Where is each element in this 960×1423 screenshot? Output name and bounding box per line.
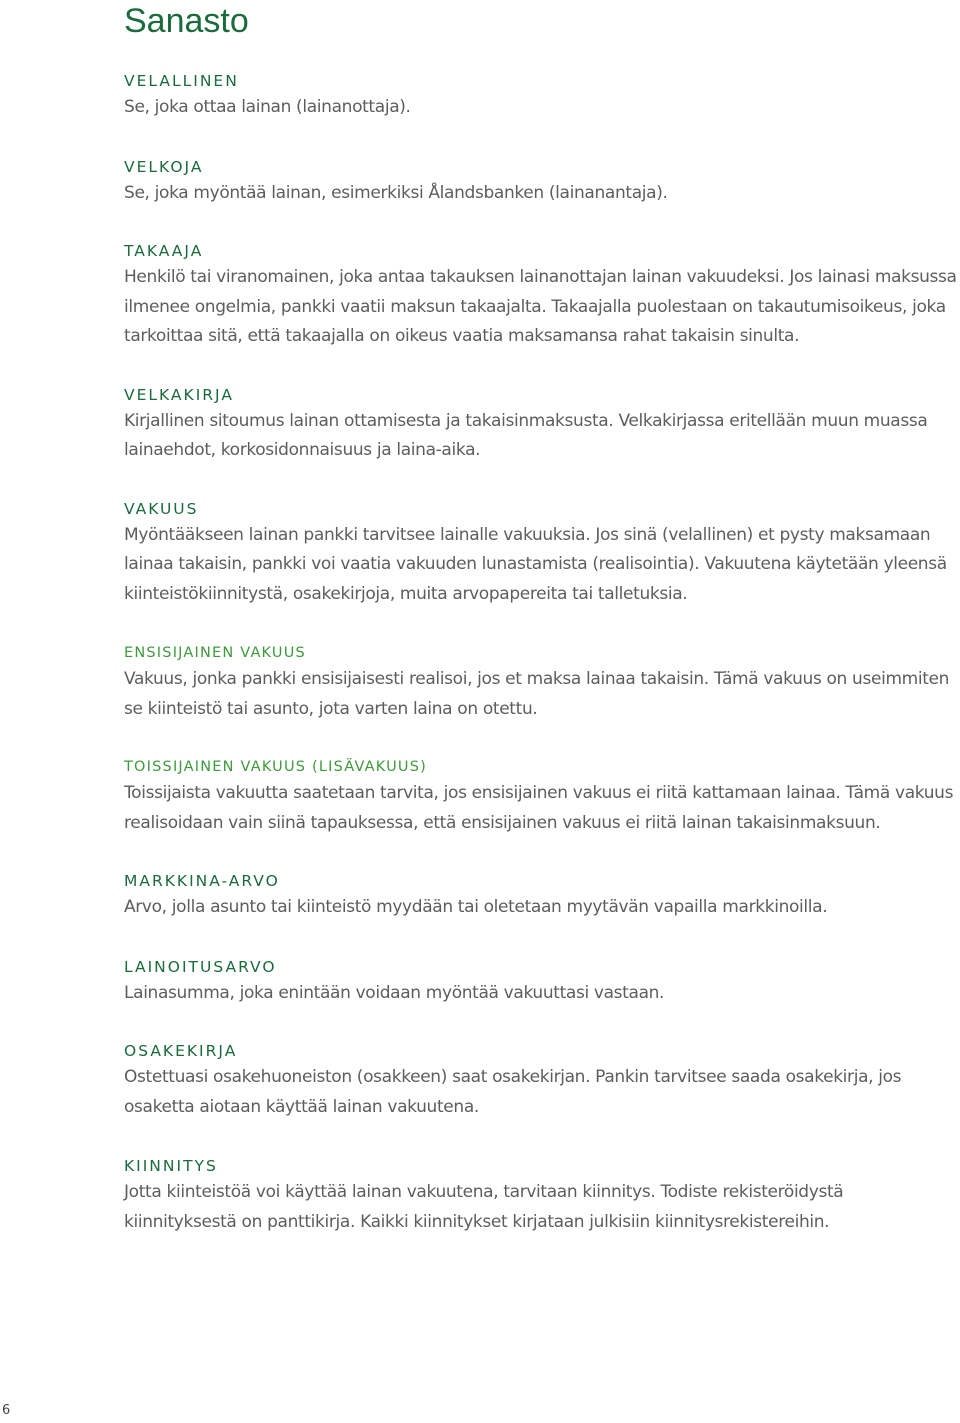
page-title: Sanasto <box>124 2 249 40</box>
glossary-entry-velkoja <box>124 155 960 209</box>
glossary-entry-osakekirja <box>124 1039 960 1122</box>
term-definition: Lainasumma, joka enintään voidaan myöntää vakuuttasi vastaan. <box>124 982 665 1003</box>
term-heading: LAINOITUSARVO <box>124 957 277 976</box>
term-heading: KIINNITYS <box>124 1157 218 1175</box>
page-number: 6 <box>2 1403 11 1418</box>
term-definition: Se, joka ottaa lainan (lainanottaja). <box>124 97 411 117</box>
term-heading: ENSISIJAINEN VAKUUS <box>124 645 306 661</box>
glossary-entry-velallinen <box>124 69 960 123</box>
term-heading: OSAKEKIRJA <box>124 1042 238 1060</box>
term-definition: Henkilö tai viranomainen, joka antaa takauksen lainanottajan lainan vakuudeksi. Jos lainasi maksussa ilmenee ongelmia, pankki vaatii maksun takaajalta. Takaajalla puolestaan on takautumisoikeus, joka tarkoittaa sitä, että takaajalla on oikeus vaatia maksamansa rahat takaisin sinulta. <box>124 267 957 346</box>
term-definition: Toissijaista vakuutta saatetaan tarvita, jos ensisijainen vakuus ei riitä kattamaan lainaa. Tämä vakuus realisoidaan vain siinä tapauksessa, että ensisijainen vakuus ei riitä lainan takaisinmaksuun. <box>124 783 954 833</box>
glossary-entry-kiinnitys <box>124 1154 960 1237</box>
term-definition: Myöntääkseen lainan pankki tarvitsee lainalle vakuuksia. Jos sinä (velallinen) et pysty maksamaan lainaa takaisin, pankki voi vaatia vakuuden lunastamista (realisointia). Vakuutena käytetään yleensä kiinteistökiinnitystä, osakekirjoja, muita arvopapereita tai talletuksia. <box>124 524 947 604</box>
term-definition: Vakuus, jonka pankki ensisijaisesti realisoi, jos et maksa lainaa takaisin. Tämä vakuus on useimmiten se kiinteistö tai asunto, jota varten laina on otettu. <box>124 669 950 719</box>
term-definition: Ostettuasi osakehuoneiston (osakkeen) saat osakekirjan. Pankin tarvitsee saada osakekirja, jos osaketta aiotaan käyttää lainan vakuutena. <box>124 1067 902 1117</box>
glossary <box>124 69 960 1237</box>
glossary-entry-toissijainen-vakuus <box>124 755 960 838</box>
term-heading: VELALLINEN <box>124 72 239 90</box>
term-definition: Se, joka myöntää lainan, esimerkiksi Ålandsbanken (lainanantaja). <box>124 182 668 203</box>
glossary-entry-lainoitusarvo <box>124 955 960 1009</box>
term-heading: TAKAAJA <box>124 242 204 260</box>
term-heading: VELKOJA <box>124 157 204 176</box>
term-definition: Arvo, jolla asunto tai kiinteistö myydään tai oletetaan myytävän vapailla markkinoilla. <box>124 897 828 917</box>
glossary-entry-markkina-arvo <box>124 869 960 923</box>
term-heading: MARKKINA-ARVO <box>124 872 280 890</box>
term-definition: Jotta kiinteistöä voi käyttää lainan vakuutena, tarvitaan kiinnitys. Todiste rekisteröidystä kiinnityksestä on panttikirja. Kaikki kiinnitykset kirjataan julkisiin kiinnitysrekistereihin. <box>124 1182 844 1232</box>
glossary-entry-velkakirja <box>124 383 960 466</box>
glossary-entry-takaaja <box>124 239 960 352</box>
glossary-entry-vakuus <box>124 497 960 610</box>
term-definition: Kirjallinen sitoumus lainan ottamisesta ja takaisinmaksusta. Velkakirjassa eritellään muun muassa lainaehdot, korkosidonnaisuus ja laina-aika. <box>124 410 928 460</box>
term-heading: VAKUUS <box>124 499 199 518</box>
term-heading: VELKAKIRJA <box>124 385 234 404</box>
glossary-entry-ensisijainen-vakuus <box>124 641 960 724</box>
term-heading: TOISSIJAINEN VAKUUS (LISÄVAKUUS) <box>124 759 427 775</box>
